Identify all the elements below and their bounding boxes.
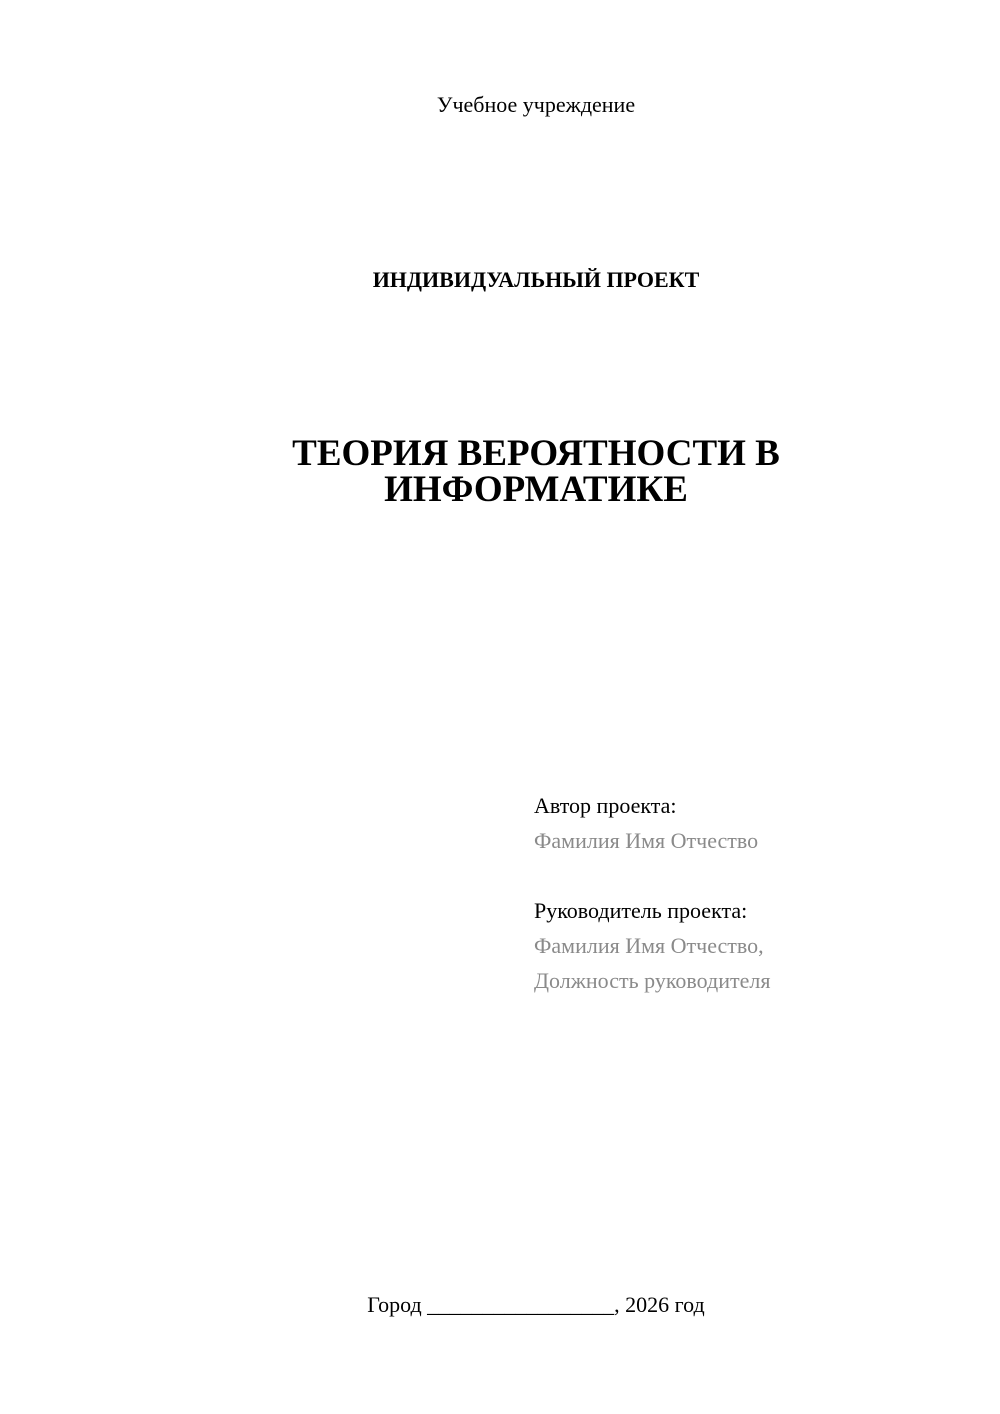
supervisor-label: Руководитель проекта: [534, 898, 748, 923]
supervisor-name: Фамилия Имя Отчество, [534, 933, 764, 958]
project-type-heading: ИНДИВИДУАЛЬНЫЙ ПРОЕКТ [372, 267, 700, 292]
project-title-line-2: ИНФОРМАТИКЕ [384, 469, 688, 510]
supervisor-position: Должность руководителя [534, 968, 771, 993]
institution-name: Учебное учреждение [436, 92, 636, 117]
project-title [0, 433, 1000, 510]
author-name: Фамилия Имя Отчество [534, 828, 759, 853]
project-title-line-1: ТЕОРИЯ ВЕРОЯТНОСТИ В [292, 433, 780, 474]
city-year-line: Город _________________, 2026 год [367, 1292, 705, 1317]
author-label: Автор проекта: [534, 793, 677, 818]
credits-block [534, 788, 770, 998]
credits-spacer [534, 858, 770, 893]
